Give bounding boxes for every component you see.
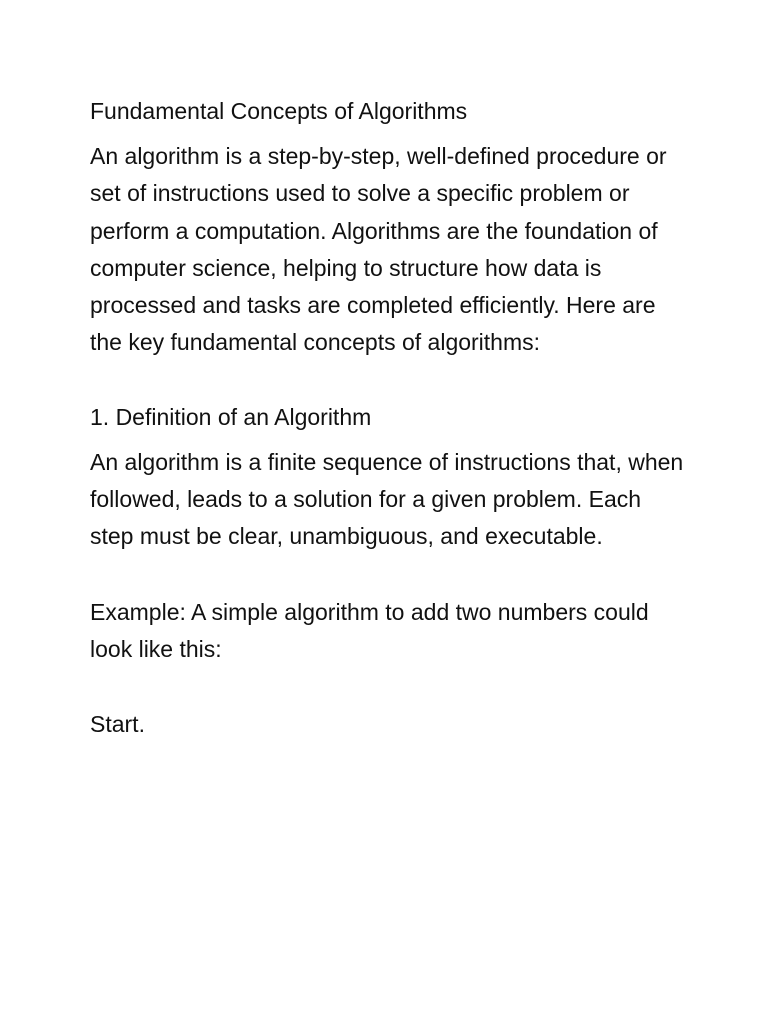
intro-paragraph: An algorithm is a step-by-step, well-defined procedure or set of instructions used to solve a specific problem or perform a computation. Algorithms are the foundation of computer science, helping to structure how data is processed and tasks are completed efficiently. Here are the key fundamental concepts of algorithms: [90,143,667,356]
example-paragraph: Example: A simple algorithm to add two numbers could look like this: [90,598,649,662]
spacer [90,668,690,706]
spacer [90,556,690,594]
section-heading: 1. Definition of an Algorithm [90,403,372,430]
step-start: Start. [90,711,145,738]
document-title: Fundamental Concepts of Algorithms [90,98,468,124]
definition-paragraph: An algorithm is a finite sequence of instructions that, when followed, leads to a solution for a given problem. Each step must be clear, unambiguous, and executable. [90,448,684,550]
document-content [90,94,690,744]
spacer [90,362,690,400]
